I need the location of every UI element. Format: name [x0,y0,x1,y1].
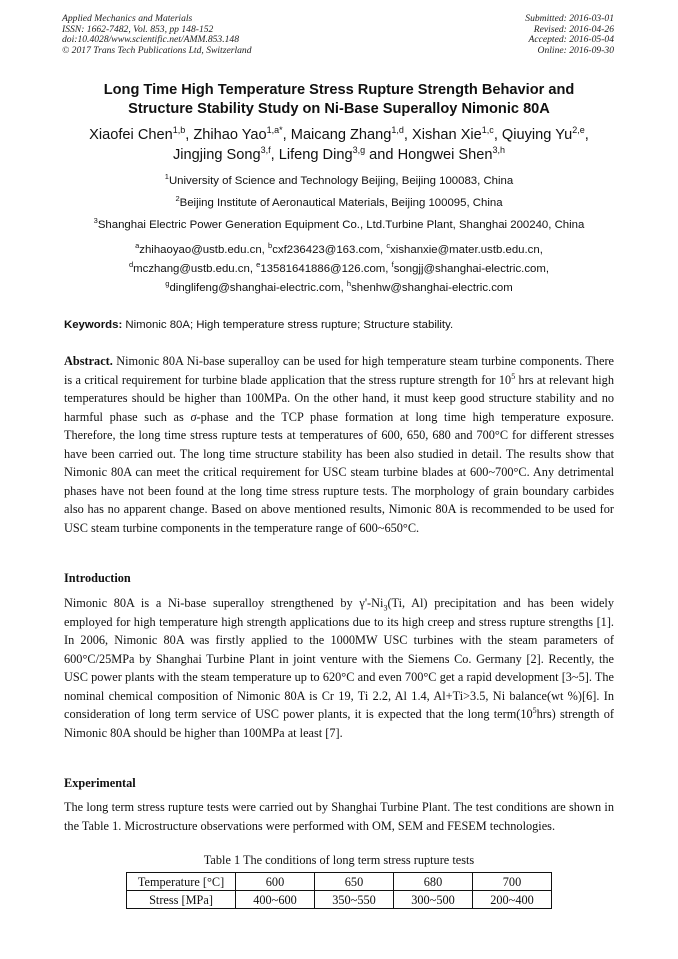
email-sup: e [256,260,261,270]
experimental-paragraph: The long term stress rupture tests were carried out by Shanghai Turbine Plant. The test conditions are shown in the Table 1. Microstructure observations were performed with OM, SEM and FESEM technologies. [64,800,614,833]
introduction-paragraph [64,594,614,742]
revised-date: Revised: 2016-04-26 [533,23,614,35]
email-link[interactable]: xishanxie@mater.ustb.edu.cn [390,244,540,256]
author-sup: 3,g [352,145,366,156]
online-date: Online: 2016-09-30 [537,44,614,56]
abstract-sup: 5 [511,371,516,381]
author-name: Qiuying Yu [501,127,573,143]
author-sup: 1,c [481,125,494,136]
abstract-text: -phase and the TCP phase formation at long time high temperature exposure. Therefore, the long time stress rupture tests at temperatures of 600, 650, 680 and 700°C for different stresses have been carried out. The long time structure stability has been also studied in detail. The results show that Nimonic 80A can meet the critical requirement for USC steam turbine blades at 600~700°C. Any detrimental phases have not been found at the long time stress rupture tests. The morphology of grain boundary carbides also has no apparent change. Based on above mentioned results, Nimonic 80A is recommended to be used for USC steam turbine components in the temperature range of 600~650°C. [64,409,614,535]
affiliation-3 [40,218,638,232]
affiliation-text: Beijing Institute of Aeronautical Materials, Beijing 100095, China [179,197,503,209]
author-separator: , [185,127,194,143]
table-cell: 680 [394,873,473,891]
issn: ISSN: 1662-7482, Vol. 853, pp 148-152 [62,23,214,35]
affiliation-2 [40,196,638,210]
author-sup: 3,h [492,145,506,156]
intro-text: hrs) strength of Nimonic 80A should be higher than 100MPa at least [7]. [64,707,614,740]
table-cell: Stress [MPa] [127,891,236,909]
email-link[interactable]: 13581641886@126.com [260,263,386,275]
email-link[interactable]: cxf236423@163.com [272,244,381,256]
table-cell: 200~400 [473,891,552,909]
email-sup: g [165,279,170,289]
affiliation-text: University of Science and Technology Beijing, Beijing 100083, China [168,175,514,187]
author-separator: , [270,147,279,163]
author-line-2 [30,145,648,165]
author-name: Jingjing Song [172,147,261,163]
email-link[interactable]: songjj@shanghai-electric.com [393,263,546,275]
author-list [30,125,648,165]
section-heading-experimental: Experimental [64,776,136,790]
accepted-date: Accepted: 2016-05-04 [528,34,614,46]
section-heading-introduction: Introduction [64,571,131,585]
author-sup: 2,e [572,125,585,136]
email-sup: a [135,241,140,251]
affiliation-num: 1 [164,172,169,182]
keywords-label: Keywords: [64,319,123,331]
table-cell: 700 [473,873,552,891]
author-name: Lifeng Ding [278,147,353,163]
email-sup: c [386,241,391,251]
sigma-symbol: σ [190,409,197,424]
table-caption: Table 1 The conditions of long term stress rupture tests [203,853,475,867]
table-cell: 400~600 [236,891,315,909]
copyright: © 2017 Trans Tech Publications Ltd, Switzerland [62,44,252,56]
doi: doi:10.4028/www.scientific.net/AMM.853.148 [62,34,240,46]
intro-sup: 5 [532,705,537,715]
author-sup: 1,b [172,125,186,136]
author-line-1: Xiaofei Chen$^{1,b}$, Zhihao Yao$^{1,a*}$, Maicang Zhang$^{1,d}$, Xishan Xie$^{1,c}$, Qiuying Yu$^{2,e}$, [89,125,589,143]
table-cell: Temperature [°C] [127,873,236,891]
table-cell: 300~500 [394,891,473,909]
author-name: Hongwei Shen [397,147,493,163]
author-name: Maicang Zhang [290,127,392,143]
table-cell: 600 [236,873,315,891]
author-name: Xiaofei Chen [89,127,173,143]
email-sup: h [346,279,352,289]
keywords [64,318,614,332]
affiliation-num: 2 [175,194,180,204]
intro-text: (Ti, Al) precipitation and has been widely employed for high temperature high strength applications due to its high creep and stress rupture strengths [1]. In 2006, Nimonic 80A was firstly applied to the 1000MW USC turbines with the steam parameters of 600°C/25MPa by Shanghai Turbine Plant in joint venture with the Siemens Co. Germany [2]. Recently, the USC power plants with the steam temperature up to 620°C and even 700°C get a rapid development [3~5]. The nominal chemical composition of Nimonic 80A is Cr 19, Ti 2.2, Al 1.4, Al+Ti>3.5, Ni balance(wt %)[6]. In consideration of long term service of USC power plants, it is expected that the long term(10 [64,596,614,721]
email-sup: d [128,260,134,270]
table-row [127,873,552,891]
email-link[interactable]: dinglifeng@shanghai-electric.com [169,282,341,294]
email-link[interactable]: mczhang@ustb.edu.cn [133,263,250,275]
author-separator: , [403,127,413,143]
author-sup: 3,f [260,145,271,156]
table-row [127,891,552,909]
abstract [64,352,614,537]
abstract-text: Nimonic 80A Ni-base superalloy can be used for high temperature steam turbine components. There is a critical requirement for turbine blade application that the stress rupture strength for 10 [64,354,614,387]
journal-header-left [62,14,252,56]
author-name: Zhihao Yao [193,127,267,143]
email-link[interactable]: zhihaoyao@ustb.edu.cn [139,244,262,256]
email-line-2: $^d$mczhang@ustb.edu.cn, $^e$13581641886@126.com, $^f$songjj@shanghai-electric.com, [128,260,550,275]
abstract-label: Abstract. [64,354,113,368]
email-list [40,241,638,298]
intro-sub: 3 [383,603,388,613]
author-separator: , [493,127,502,143]
affiliation-text: Shanghai Electric Power Generation Equipment Co., Ltd.Turbine Plant, Shanghai 200240, China [97,219,585,231]
submitted-date: Submitted: 2016-03-01 [525,13,614,24]
title-line-1: Long Time High Temperature Stress Rupture Strength Behavior and [103,82,575,98]
affiliation-1 [40,174,638,188]
author-sup: 1,d [391,125,404,136]
abstract-text: hrs at relevant high temperatures should be higher than 100MPa. On the other hand, it must keep good structure stability and no harmful phase such as [64,372,614,424]
email-sup: f [391,260,394,270]
journal-name: Applied Mechanics and Materials [62,13,193,24]
keywords-text: Nimonic 80A; High temperature stress rupture; Structure stability. [122,319,454,331]
email-sup: b [268,241,273,251]
email-link[interactable]: shenhw@shanghai-electric.com [351,282,513,294]
author-name: Xishan Xie [412,127,482,143]
table-cell: 650 [315,873,394,891]
paper-title [40,81,638,119]
author-separator: , [282,127,291,143]
author-sup: 1,a* [266,125,283,136]
conditions-table [126,872,552,909]
table-cell: 350~550 [315,891,394,909]
email-line-1: $^a$zhihaoyao@ustb.edu.cn, $^b$cxf236423@163.com, $^c$xishanxie@mater.ustb.edu.cn, [135,241,543,256]
affiliation-num: 3 [93,216,98,226]
intro-text: Nimonic 80A is a Ni-base superalloy strengthened by γ'-Ni [64,596,384,610]
title-line-2: Structure Stability Study on Ni-Base Superalloy Nimonic 80A [128,101,550,117]
journal-header-right [525,14,614,56]
email-line-3: $^g$dinglifeng@shanghai-electric.com, $^h$shenhw@shanghai-electric.com [165,279,513,294]
author-and: and [365,147,398,163]
